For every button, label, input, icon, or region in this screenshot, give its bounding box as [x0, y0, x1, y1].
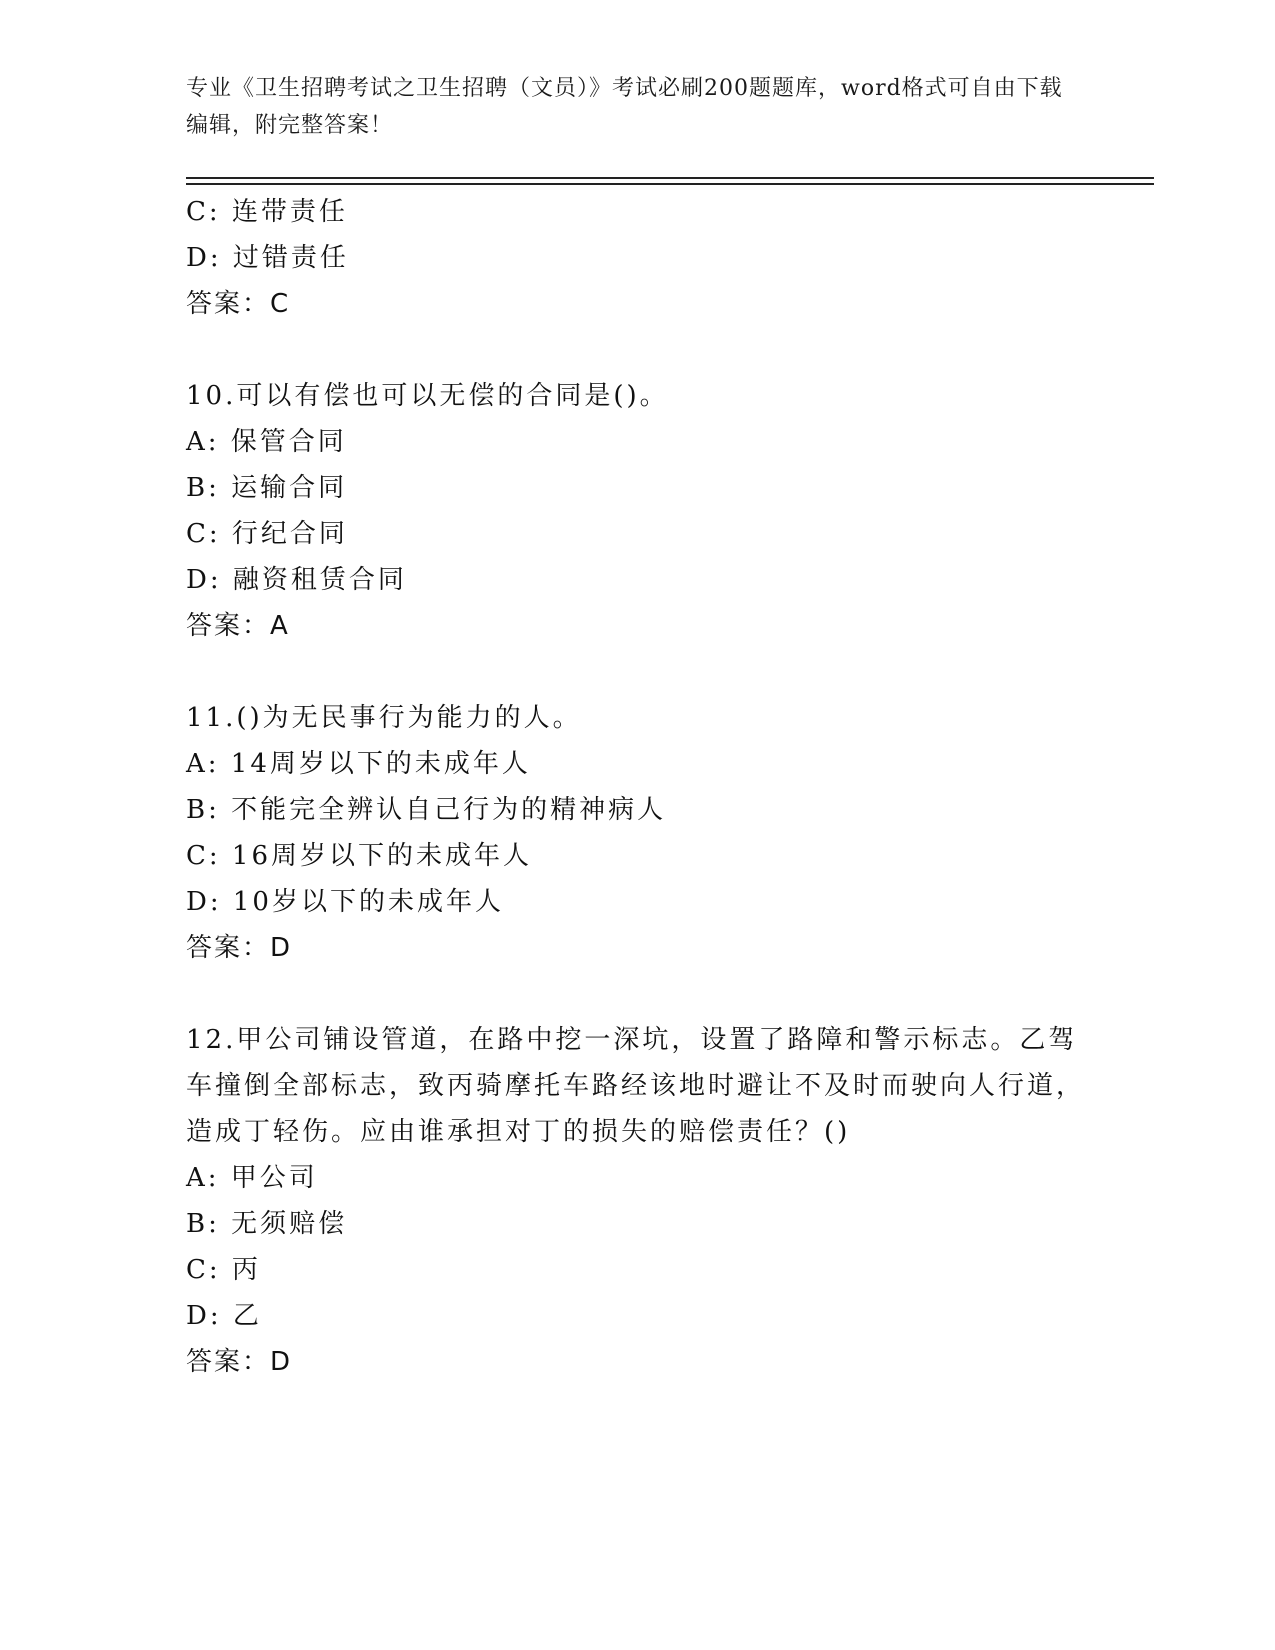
- spacer: [186, 971, 1086, 1017]
- question-stem: 12.甲公司铺设管道，在路中挖一深坑，设置了路障和警示标志。乙驾车撞倒全部标志，致丙骑摩托车路经该地时避让不及时而驶向人行道，造成丁轻伤。应由谁承担对丁的损失的赔偿责任？(): [186, 1025, 1086, 1147]
- question-fragment: [186, 189, 1086, 327]
- option-c: C: 连带责任: [186, 197, 348, 227]
- answer-line: 答案：D: [186, 1347, 293, 1377]
- option-b: B: 不能完全辨认自己行为的精神病人: [186, 795, 667, 825]
- answer-line: 答案：A: [186, 611, 290, 641]
- question-stem: 11.()为无民事行为能力的人。: [186, 703, 582, 733]
- option-a: A: 保管合同: [186, 427, 347, 457]
- spacer: [186, 327, 1086, 373]
- option-c: C: 16周岁以下的未成年人: [186, 841, 533, 871]
- question-content: [186, 189, 1086, 1385]
- question-12: [186, 1017, 1086, 1385]
- option-d: D: 融资租赁合同: [186, 565, 407, 595]
- option-a: A: 甲公司: [186, 1163, 318, 1193]
- answer-line: 答案：D: [186, 933, 293, 963]
- option-c: C: 行纪合同: [186, 519, 348, 549]
- header-rule-top: [186, 177, 1154, 179]
- document-header: 专业《卫生招聘考试之卫生招聘（文员）》考试必刷200题题库，word格式可自由下载编辑，附完整答案！: [186, 76, 1063, 138]
- option-d: D: 10岁以下的未成年人: [186, 887, 504, 917]
- question-stem: 10.可以有偿也可以无偿的合同是()。: [186, 381, 669, 411]
- header-rule-bottom: [186, 183, 1154, 185]
- option-b: B: 无须赔偿: [186, 1209, 348, 1239]
- question-11: [186, 695, 1086, 971]
- answer-line: 答案：C: [186, 289, 291, 319]
- option-d: D: 乙: [186, 1301, 262, 1331]
- option-a: A: 14周岁以下的未成年人: [186, 749, 531, 779]
- option-d: D: 过错责任: [186, 243, 349, 273]
- question-10: [186, 373, 1086, 649]
- option-c: C: 丙: [186, 1255, 261, 1285]
- option-b: B: 运输合同: [186, 473, 348, 503]
- spacer: [186, 649, 1086, 695]
